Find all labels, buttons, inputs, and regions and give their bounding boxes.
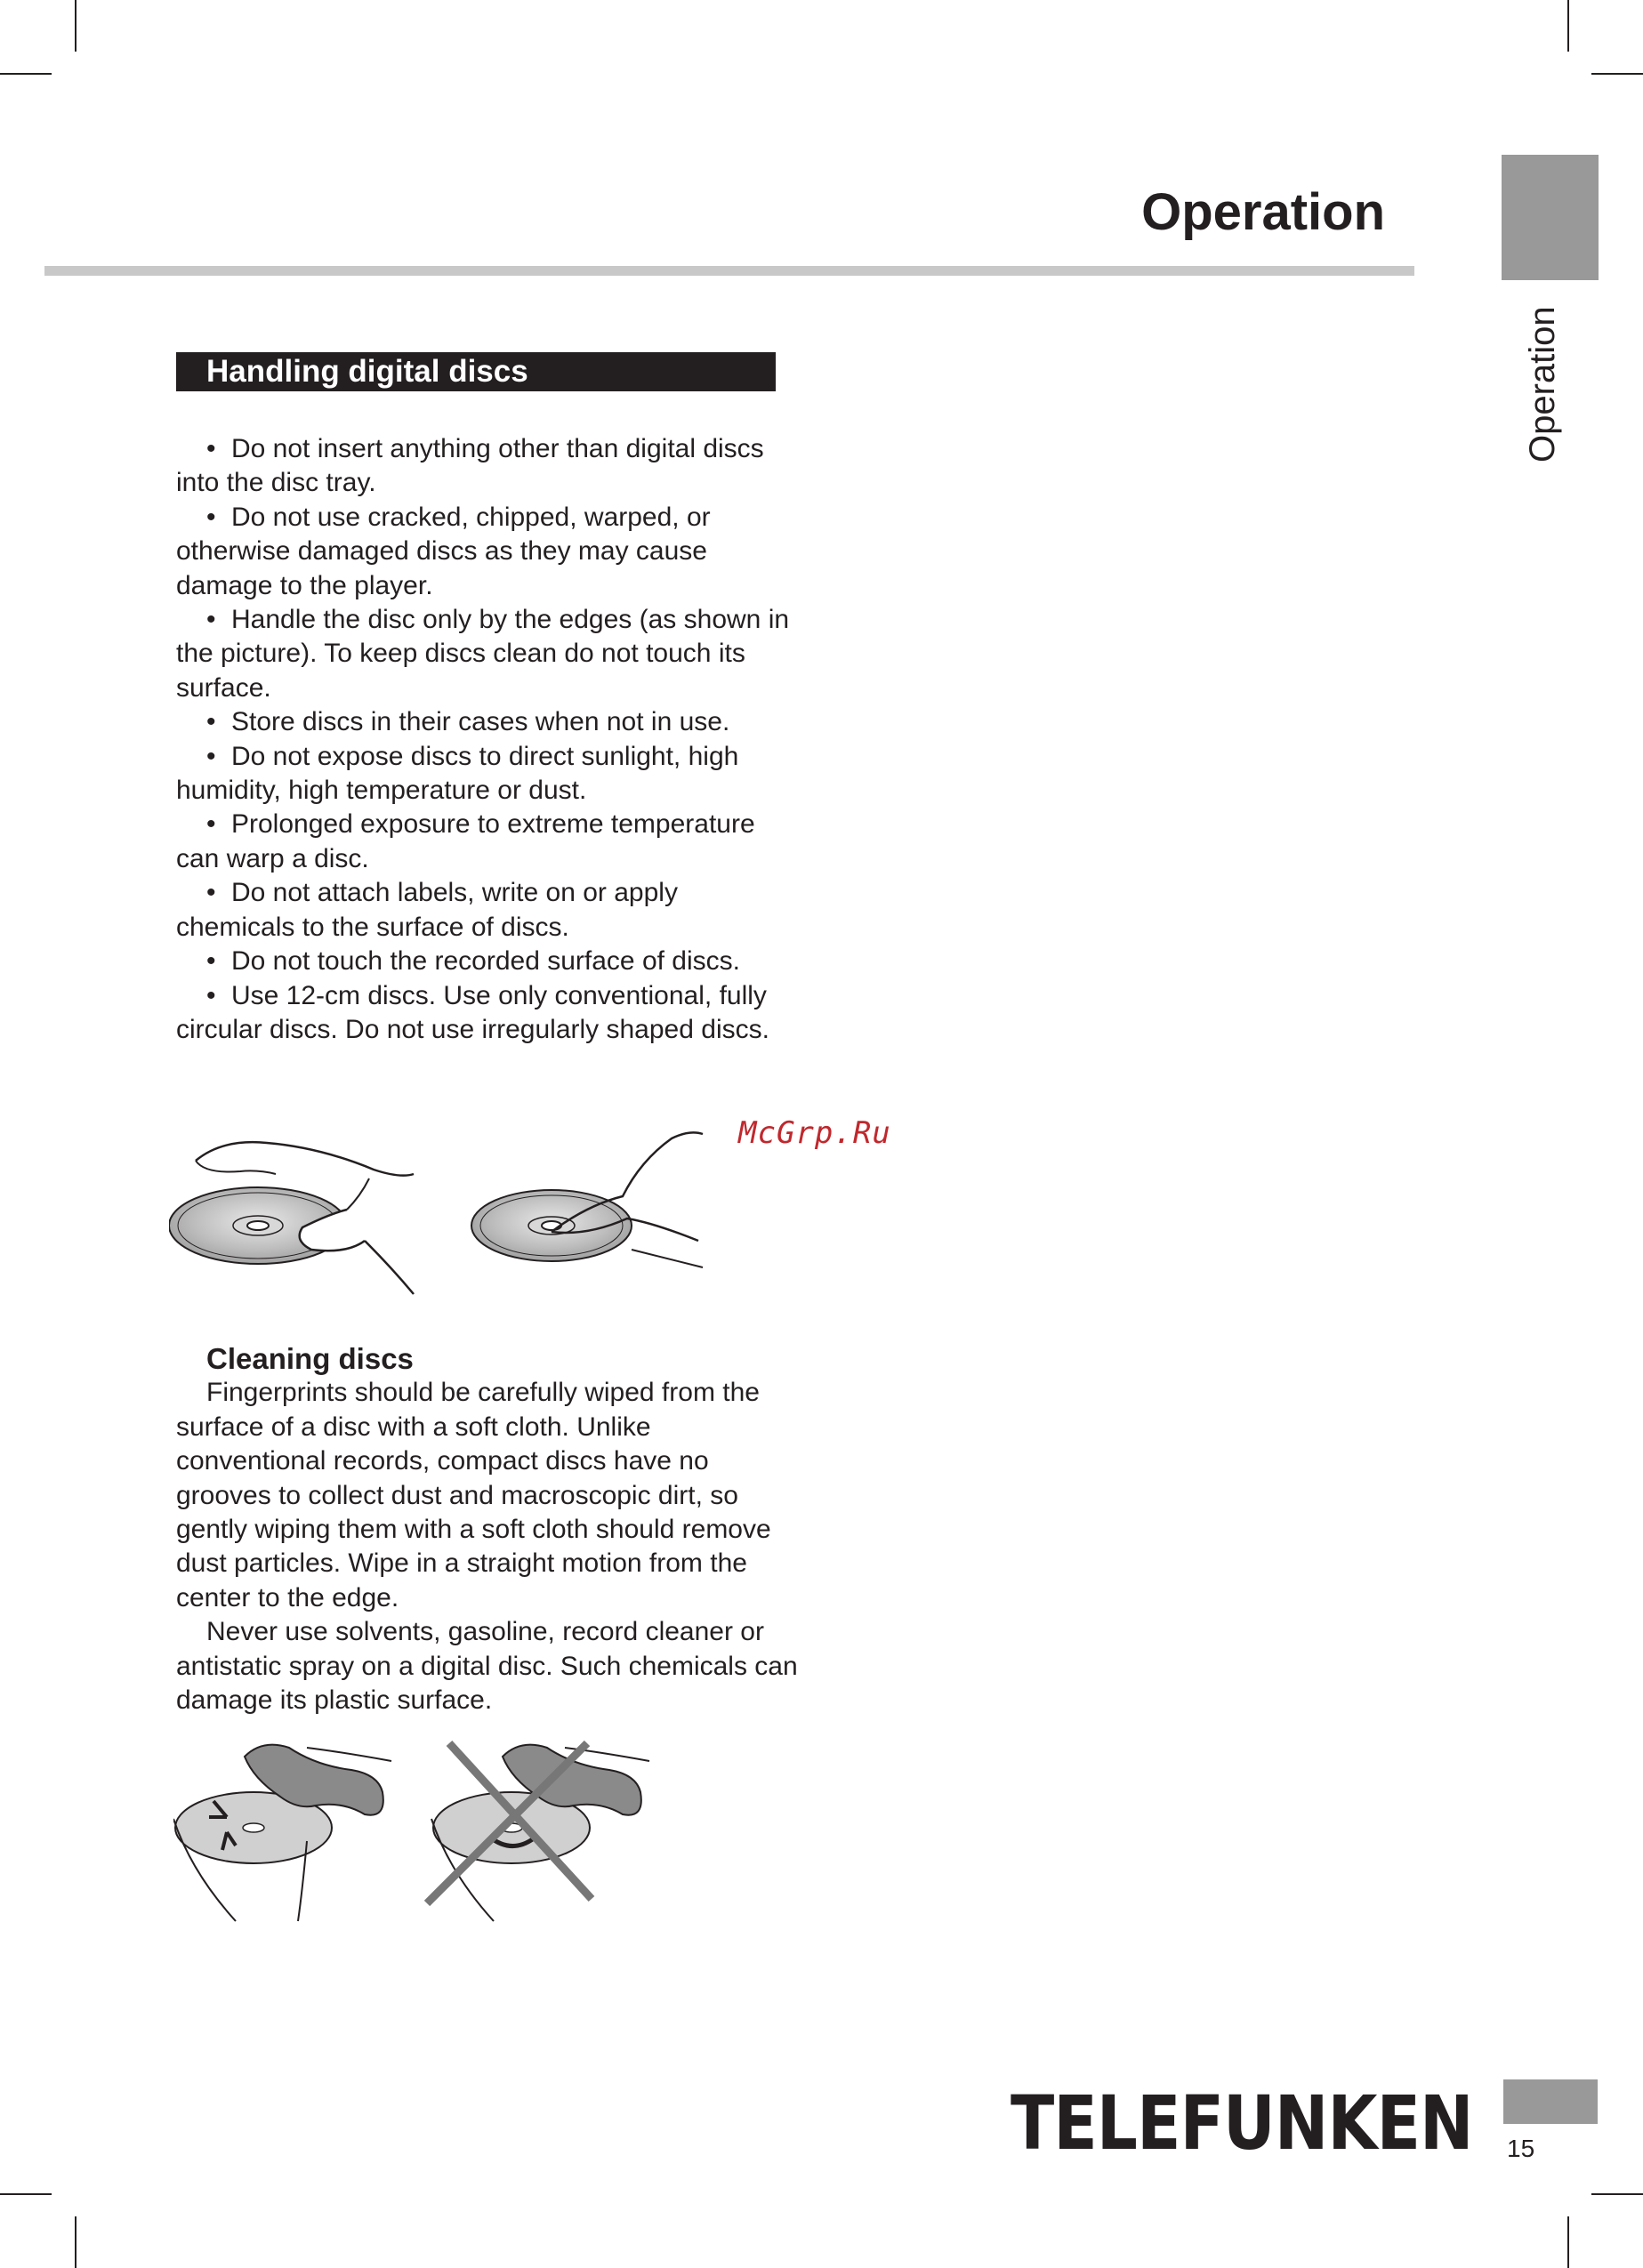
bullet-icon: • (206, 878, 216, 908)
bullet-icon: • (206, 809, 216, 840)
bullet-text: Do not attach labels, write on or apply chemicals to the surface of discs. (176, 878, 678, 942)
handling-bullet-list (176, 432, 799, 1047)
bullet-text: Do not insert anything other than digital discs into the disc tray. (176, 434, 764, 498)
page-title: Operation (1141, 183, 1385, 241)
bullet-text: Use 12-cm discs. Use only conventional, fully circular discs. Do not use irregularly shaped discs. (176, 980, 769, 1044)
crop-mark (1591, 2193, 1643, 2195)
list-item (176, 432, 799, 501)
bullet-text: Do not touch the recorded surface of discs. (231, 946, 740, 977)
header-rule (44, 266, 1414, 276)
brand-logo: TELEFUNKEN (1011, 2079, 1473, 2167)
side-tab-label: Operation (1523, 306, 1562, 462)
page-number: 15 (1507, 2135, 1535, 2162)
bullet-text: Prolonged exposure to extreme temperature can warp a disc. (176, 809, 755, 873)
cleaning-heading: Cleaning discs (206, 1342, 414, 1375)
list-item (176, 945, 799, 978)
wrong-wiping (427, 1743, 649, 1921)
watermark: McGrp.Ru (738, 1115, 891, 1151)
side-tab (1502, 155, 1599, 280)
bullet-text: Do not expose discs to direct sunlight, high humidity, high temperature or dust. (176, 741, 739, 806)
bullet-icon: • (206, 707, 216, 737)
cleaning-paragraph: Fingerprints should be carefully wiped from the surface of a disc with a soft cloth. Unlike conventional records, compact discs have no grooves to collect dust and macroscopic dirt, so gently wiping them with a soft cloth should remove dust particles. Wipe in a straight motion from the center to the edge. (176, 1378, 771, 1613)
correct-wiping (173, 1745, 391, 1921)
crop-mark (75, 2216, 77, 2268)
crop-mark (1591, 73, 1643, 75)
disc-wrong-handling (471, 1132, 703, 1267)
section-heading-text: Handling digital discs (206, 354, 528, 389)
list-item (176, 740, 799, 808)
list-item (176, 808, 799, 876)
cleaning-section (176, 1342, 799, 1717)
crop-mark (1567, 0, 1569, 52)
disc-cleaning-illustration (173, 1739, 658, 1926)
list-item (176, 501, 799, 603)
bullet-icon: • (206, 434, 216, 463)
bullet-icon: • (206, 946, 216, 977)
disc-handling-illustration (169, 1125, 721, 1303)
bullet-icon: • (206, 741, 216, 771)
list-item (176, 705, 799, 739)
list-item (176, 603, 799, 705)
bullet-icon: • (206, 605, 216, 635)
bullet-text: Do not use cracked, chipped, warped, or otherwise damaged discs as they may cause damage to the player. (176, 502, 711, 600)
crop-mark (75, 0, 77, 52)
disc-correct-handling (169, 1142, 414, 1294)
crop-mark (0, 2193, 52, 2195)
list-item (176, 979, 799, 1048)
bullet-icon: • (206, 502, 216, 532)
list-item (176, 876, 799, 945)
section-heading (176, 352, 776, 391)
cleaning-paragraph: Never use solvents, gasoline, record cleaner or antistatic spray on a digital disc. Such chemicals can damage its plastic surface. (176, 1617, 798, 1716)
page-tab (1503, 2079, 1598, 2124)
bullet-icon: • (206, 980, 216, 1010)
bullet-text: Handle the disc only by the edges (as shown in the picture). To keep discs clean do not touch its surface. (176, 605, 790, 703)
bullet-text: Store discs in their cases when not in use. (231, 707, 730, 737)
crop-mark (1567, 2216, 1569, 2268)
crop-mark (0, 73, 52, 75)
